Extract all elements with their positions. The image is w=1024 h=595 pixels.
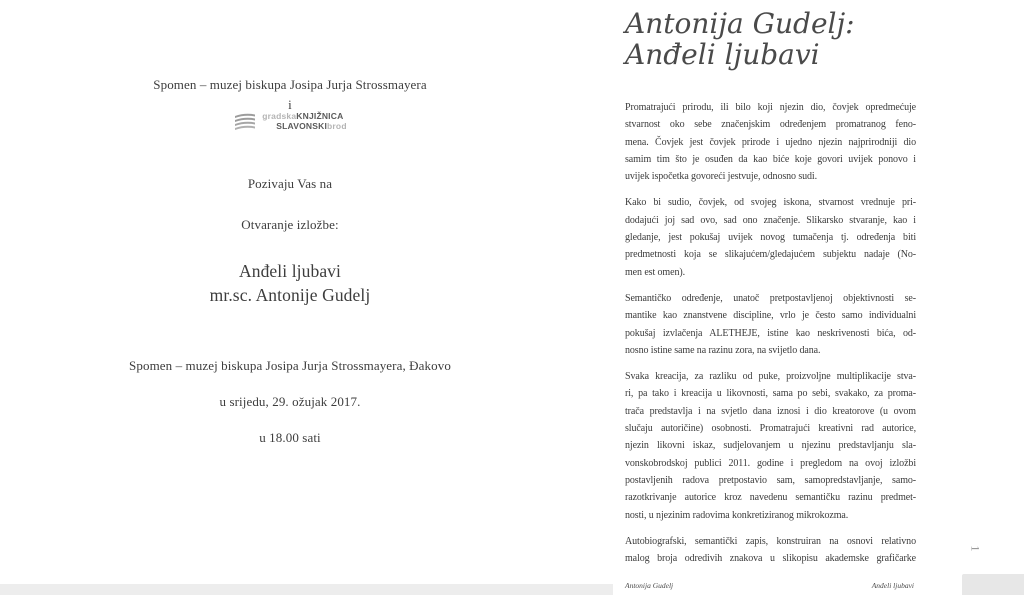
text-line: postavljenih radova pretpostavio sam, samopredstavljanje, samo-: [625, 474, 916, 486]
logo-prefix: gradska: [262, 111, 297, 121]
paragraph: [625, 99, 916, 185]
exhibition-title: Anđeli ljubavi: [238, 261, 341, 281]
library-logo-text: [262, 112, 346, 131]
running-footer: [625, 581, 914, 590]
page-bottom-edge: [0, 584, 613, 595]
body-paragraphs: [625, 99, 916, 576]
library-logo: [40, 112, 540, 131]
logo-city: SLAVONSKI: [276, 120, 328, 131]
text-line: men est omen).: [625, 266, 685, 278]
paragraph: [625, 533, 916, 568]
footer-author: Antonija Gudelj: [625, 581, 674, 590]
footer-title: Anđeli ljubavi: [871, 581, 914, 590]
artist-name: mr.sc. Antonije Gudelj: [209, 285, 371, 305]
conjunction-line: i: [288, 97, 292, 112]
paragraph: [625, 290, 916, 359]
horizontal-scrollbar-thumb[interactable]: [962, 574, 1024, 595]
text-line: Promatrajući prirodu, ili bilo koji njezin dio, čovjek opredmećuje: [625, 102, 916, 113]
text-line: mantike kao znanstvene discipline, vrlo je često samo individualni: [625, 310, 916, 322]
text-line: dodajući joj sad ovo, sad ono značenje. Slikarsko stvaranje, kao i: [625, 214, 916, 226]
time-line: u 18.00 sati: [259, 430, 321, 445]
text-line: slučaju autoričine) osobnosti. Promatrajući kreativni rad autorice,: [625, 423, 916, 435]
text-line: gledanje, jest pokušaj uvijek novog tumačenja tj. određenja biti: [625, 232, 916, 244]
paragraph: [625, 368, 916, 524]
page-title-line1: Antonija Gudelj:: [625, 7, 855, 40]
text-line: malog broja odredivih znakova u slikopisu akademske grafičarke: [625, 553, 916, 565]
venue-line: Spomen – muzej biskupa Josipa Jurja Strossmayera, Đakovo: [129, 358, 451, 373]
text-line: stvarnost oko sebe značenjskim određenjem promatranog feno-: [625, 119, 916, 131]
text-line: Autobiografski, semantički zapis, konstruiran na osnovi relativno: [625, 535, 916, 547]
text-line: Semantičko određenje, unatoč pretpostavljenoj objektivnosti se-: [625, 292, 916, 304]
text-line: Kako bi sudio, čovjek, od svojeg iskona, stvarnost vrednuje pri-: [625, 197, 916, 209]
text-line: Svaka kreacija, za razliku od puke, proizvoljne multiplikacije stva-: [625, 371, 916, 383]
text-line: uvijek ispočetka govoreći jestvuje, odnosno sudi.: [625, 171, 818, 183]
text-line: mena. Čovjek jest čovjek prirode i ujedno njezin najprirodniji dio: [625, 136, 916, 148]
page-title-line2: Anđeli ljubavi: [625, 38, 820, 71]
logo-main: KNJIŽNICA: [296, 111, 344, 121]
date-line: u srijedu, 29. ožujak 2017.: [219, 394, 361, 409]
logo-suffix: brod: [327, 120, 347, 131]
text-line: trača predstavlja i na svjetlo dana iznosi i dio kreatorove (u ovom: [625, 405, 916, 417]
book-pages-icon: [233, 112, 257, 131]
organizer-line: Spomen – muzej biskupa Josipa Jurja Strossmayera: [153, 77, 427, 92]
paragraph: [625, 194, 916, 280]
text-line: samim tim što je osuđen da kao biće koje govori uvijek ponovo i: [625, 153, 916, 165]
text-line: nosno istine same na razinu zora, na svijetlo dana.: [625, 344, 821, 356]
rotated-page-number: 1: [968, 545, 983, 552]
event-line: Otvaranje izložbe:: [241, 217, 339, 232]
page-title: [625, 8, 1005, 70]
text-line: nosti, u njezinim radovima konkretiziranog mikrokozma.: [625, 509, 849, 521]
text-line: njezin likovni iskaz, sudjelovanjem u njezinu predstavljanju sla-: [625, 440, 916, 452]
text-line: ri, pa tako i kreacija u likovnosti, sama po sebi, svakako, za proma-: [625, 388, 916, 400]
text-line: razotkrivanje autorice kroz navedenu semantičku razinu predmet-: [625, 492, 916, 504]
text-line: vonskobrodskoj publici 2011. godine i pregledom na ovoj izložbi: [625, 457, 916, 469]
text-line: predmetnosti koja se slikajućem/gledajućem subjektu nadaje (No-: [625, 249, 916, 261]
invitation-line: Pozivaju Vas na: [247, 176, 333, 191]
text-line: pokušaj izvlačenja ALETHEJE, istine kao neskrivenosti bića, od-: [625, 327, 916, 339]
